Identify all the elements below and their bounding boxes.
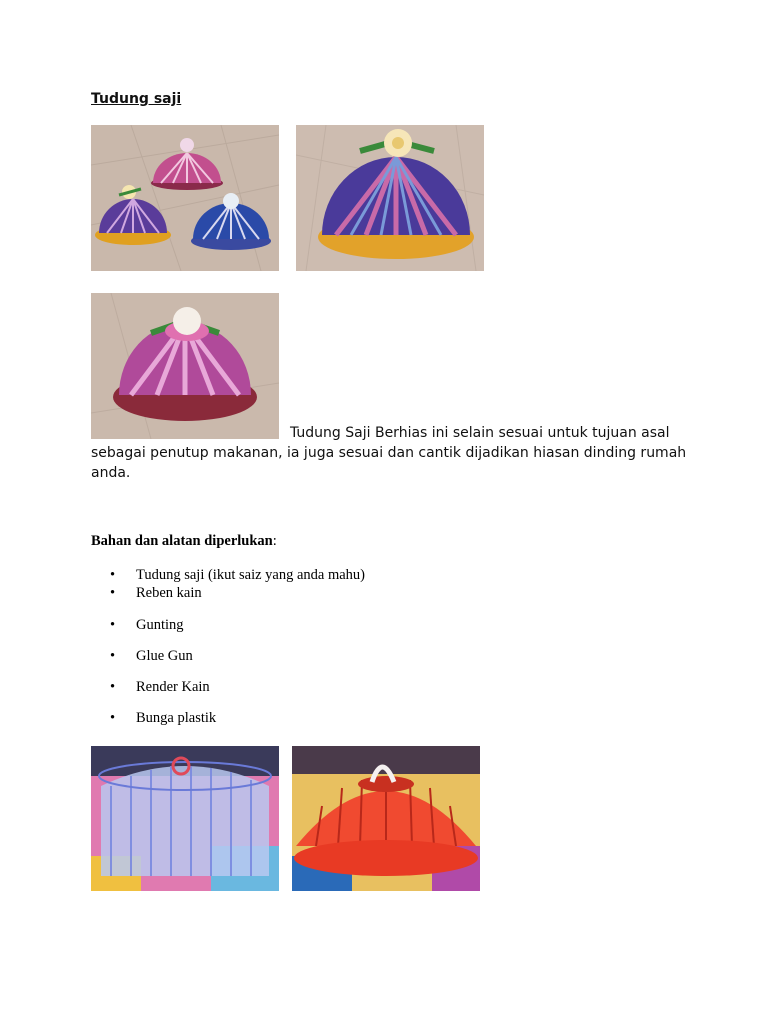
description-paragraph bbox=[91, 423, 691, 483]
photo-three-decorated-covers bbox=[91, 125, 279, 271]
bullet-dot: • bbox=[110, 617, 116, 633]
list-item bbox=[110, 567, 365, 584]
description-text: Tudung Saji Berhias ini selain sesuai untuk tujuan asal sebagai penutup makanan, ia juga sesuai dan cantik dijadikan hiasan dinding rumah anda. bbox=[91, 425, 687, 481]
list-item-text: Reben kain bbox=[136, 585, 202, 601]
bullet-dot: • bbox=[110, 648, 116, 664]
photo-large-decorated-cover bbox=[296, 125, 484, 271]
list-item-text: Bunga plastik bbox=[136, 710, 217, 726]
materials-heading bbox=[91, 533, 277, 550]
list-item bbox=[110, 617, 184, 634]
photo-plain-red-cover bbox=[292, 746, 480, 891]
materials-heading-colon: : bbox=[272, 533, 277, 549]
photo-pink-decorated-cover bbox=[91, 293, 279, 439]
document-title: Tudung saji bbox=[91, 91, 182, 107]
photo-plain-blue-cover bbox=[91, 746, 279, 891]
bullet-dot: • bbox=[110, 567, 116, 583]
list-item bbox=[110, 679, 210, 696]
bullet-dot: • bbox=[110, 679, 116, 695]
materials-heading-label: Bahan dan alatan diperlukan bbox=[91, 533, 273, 549]
bullet-dot: • bbox=[110, 585, 116, 601]
list-item-text: Gunting bbox=[136, 617, 184, 633]
list-item-text: Render Kain bbox=[136, 679, 210, 695]
list-item bbox=[110, 648, 193, 665]
bullet-dot: • bbox=[110, 710, 116, 726]
list-item bbox=[110, 585, 202, 602]
list-item-text: Glue Gun bbox=[136, 648, 193, 664]
list-item-text: Tudung saji (ikut saiz yang anda mahu) bbox=[136, 567, 366, 583]
list-item bbox=[110, 710, 216, 727]
